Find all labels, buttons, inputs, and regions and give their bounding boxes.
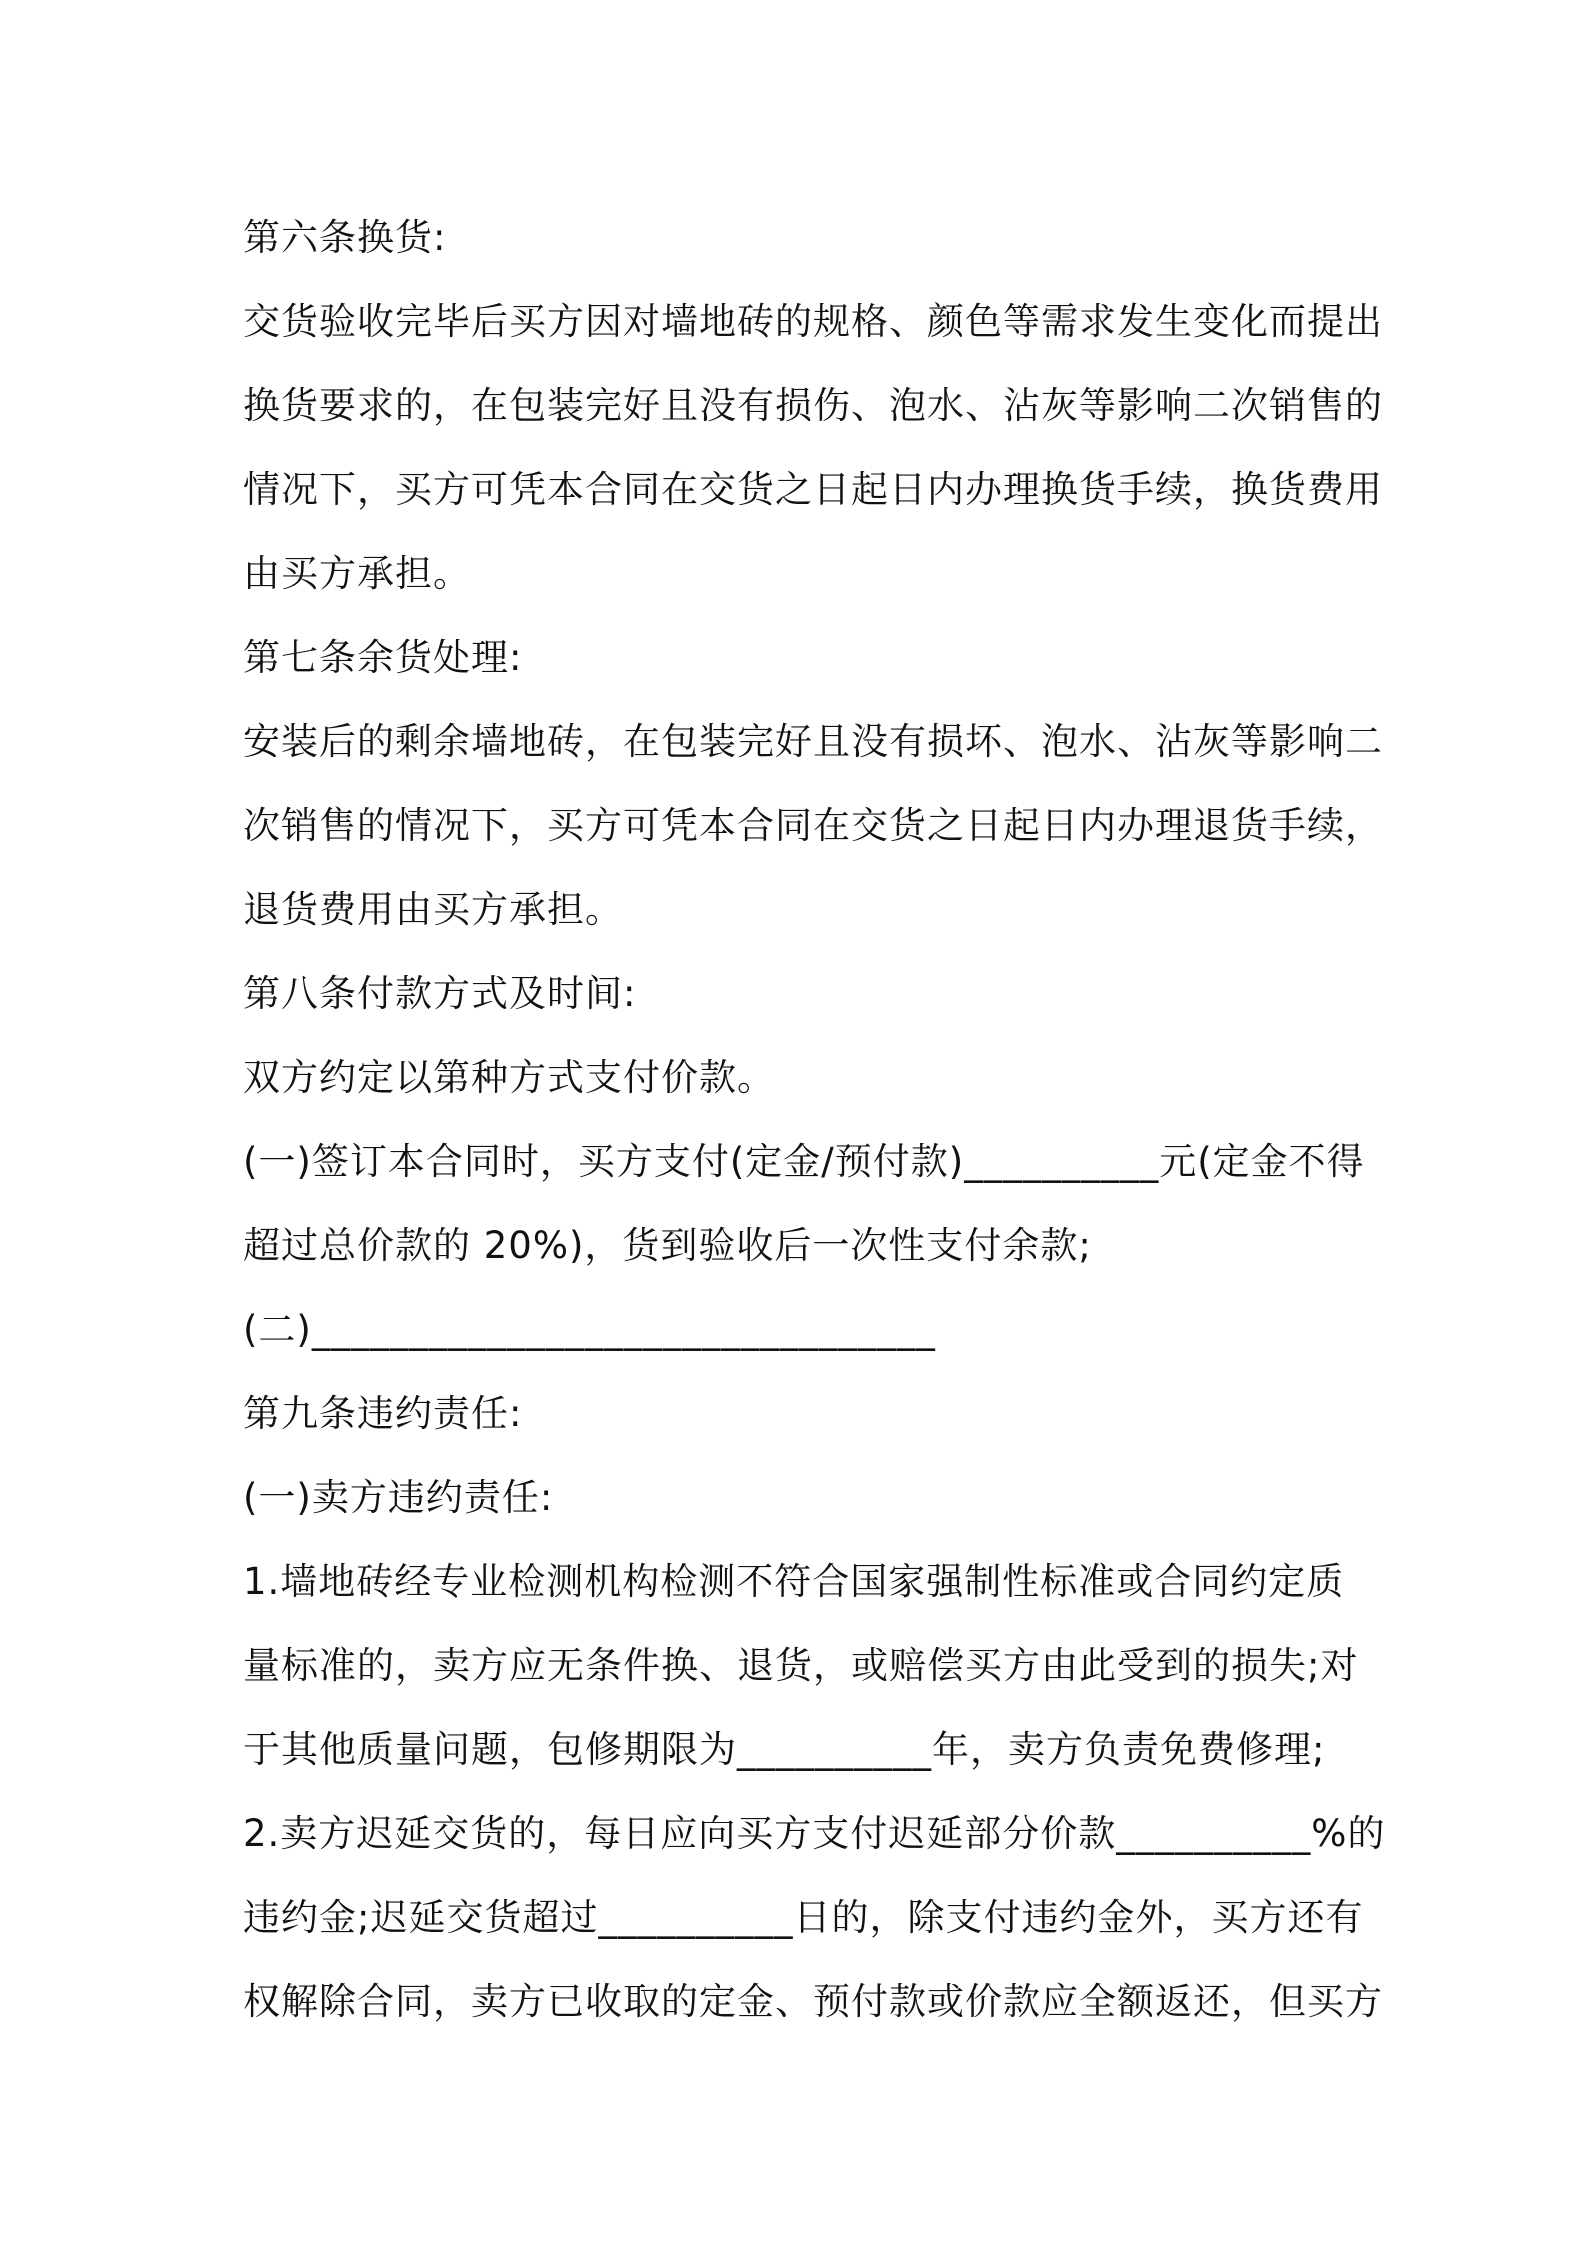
paragraph-line: 权解除合同，卖方已收取的定金、预付款或价款应全额返还，但买方 — [243, 1980, 1383, 2023]
article-7-heading: 第七条余货处理: — [243, 636, 523, 679]
paragraph-line: 交货验收完毕后买方因对墙地砖的规格、颜色等需求发生变化而提出 — [243, 300, 1383, 343]
paragraph-line: 安装后的剩余墙地砖，在包装完好且没有损坏、泡水、沾灰等影响二 — [243, 720, 1383, 763]
article-8-heading: 第八条付款方式及时间: — [243, 972, 637, 1015]
document-body — [243, 196, 1386, 2044]
paragraph-line: 次销售的情况下，买方可凭本合同在交货之日起日内办理退货手续， — [243, 804, 1383, 847]
paragraph-line: 于其他质量问题，包修期限为__________年，卖方负责免费修理; — [243, 1728, 1326, 1771]
paragraph-line: 情况下，买方可凭本合同在交货之日起日内办理换货手续，换货费用 — [243, 468, 1383, 511]
article-6-heading: 第六条换货: — [243, 216, 447, 259]
article-9-heading: 第九条违约责任: — [243, 1392, 523, 1435]
paragraph-line: 超过总价款的 20%)，货到验收后一次性支付余款; — [243, 1224, 1092, 1267]
paragraph-line: 违约金;迟延交货超过__________日的，除支付违约金外，买方还有 — [243, 1896, 1364, 1939]
paragraph-line: 双方约定以第种方式支付价款。 — [243, 1056, 775, 1099]
paragraph-line: 2.卖方迟延交货的，每日应向买方支付迟延部分价款__________%的 — [243, 1812, 1386, 1855]
paragraph-line: 量标准的，卖方应无条件换、退货，或赔偿买方由此受到的损失;对 — [243, 1644, 1359, 1687]
paragraph-line: 由买方承担。 — [243, 552, 471, 595]
paragraph-line: 1.墙地砖经专业检测机构检测不符合国家强制性标准或合同约定质 — [243, 1560, 1345, 1603]
paragraph-line: 换货要求的，在包装完好且没有损伤、泡水、沾灰等影响二次销售的 — [243, 384, 1383, 427]
paragraph-line: 退货费用由买方承担。 — [243, 888, 623, 931]
section-heading: (一)卖方违约责任: — [243, 1476, 554, 1519]
paragraph-line: (一)签订本合同时，买方支付(定金/预付款)__________元(定金不得 — [243, 1140, 1365, 1183]
paragraph-line: (二)________________________________ — [243, 1308, 936, 1351]
